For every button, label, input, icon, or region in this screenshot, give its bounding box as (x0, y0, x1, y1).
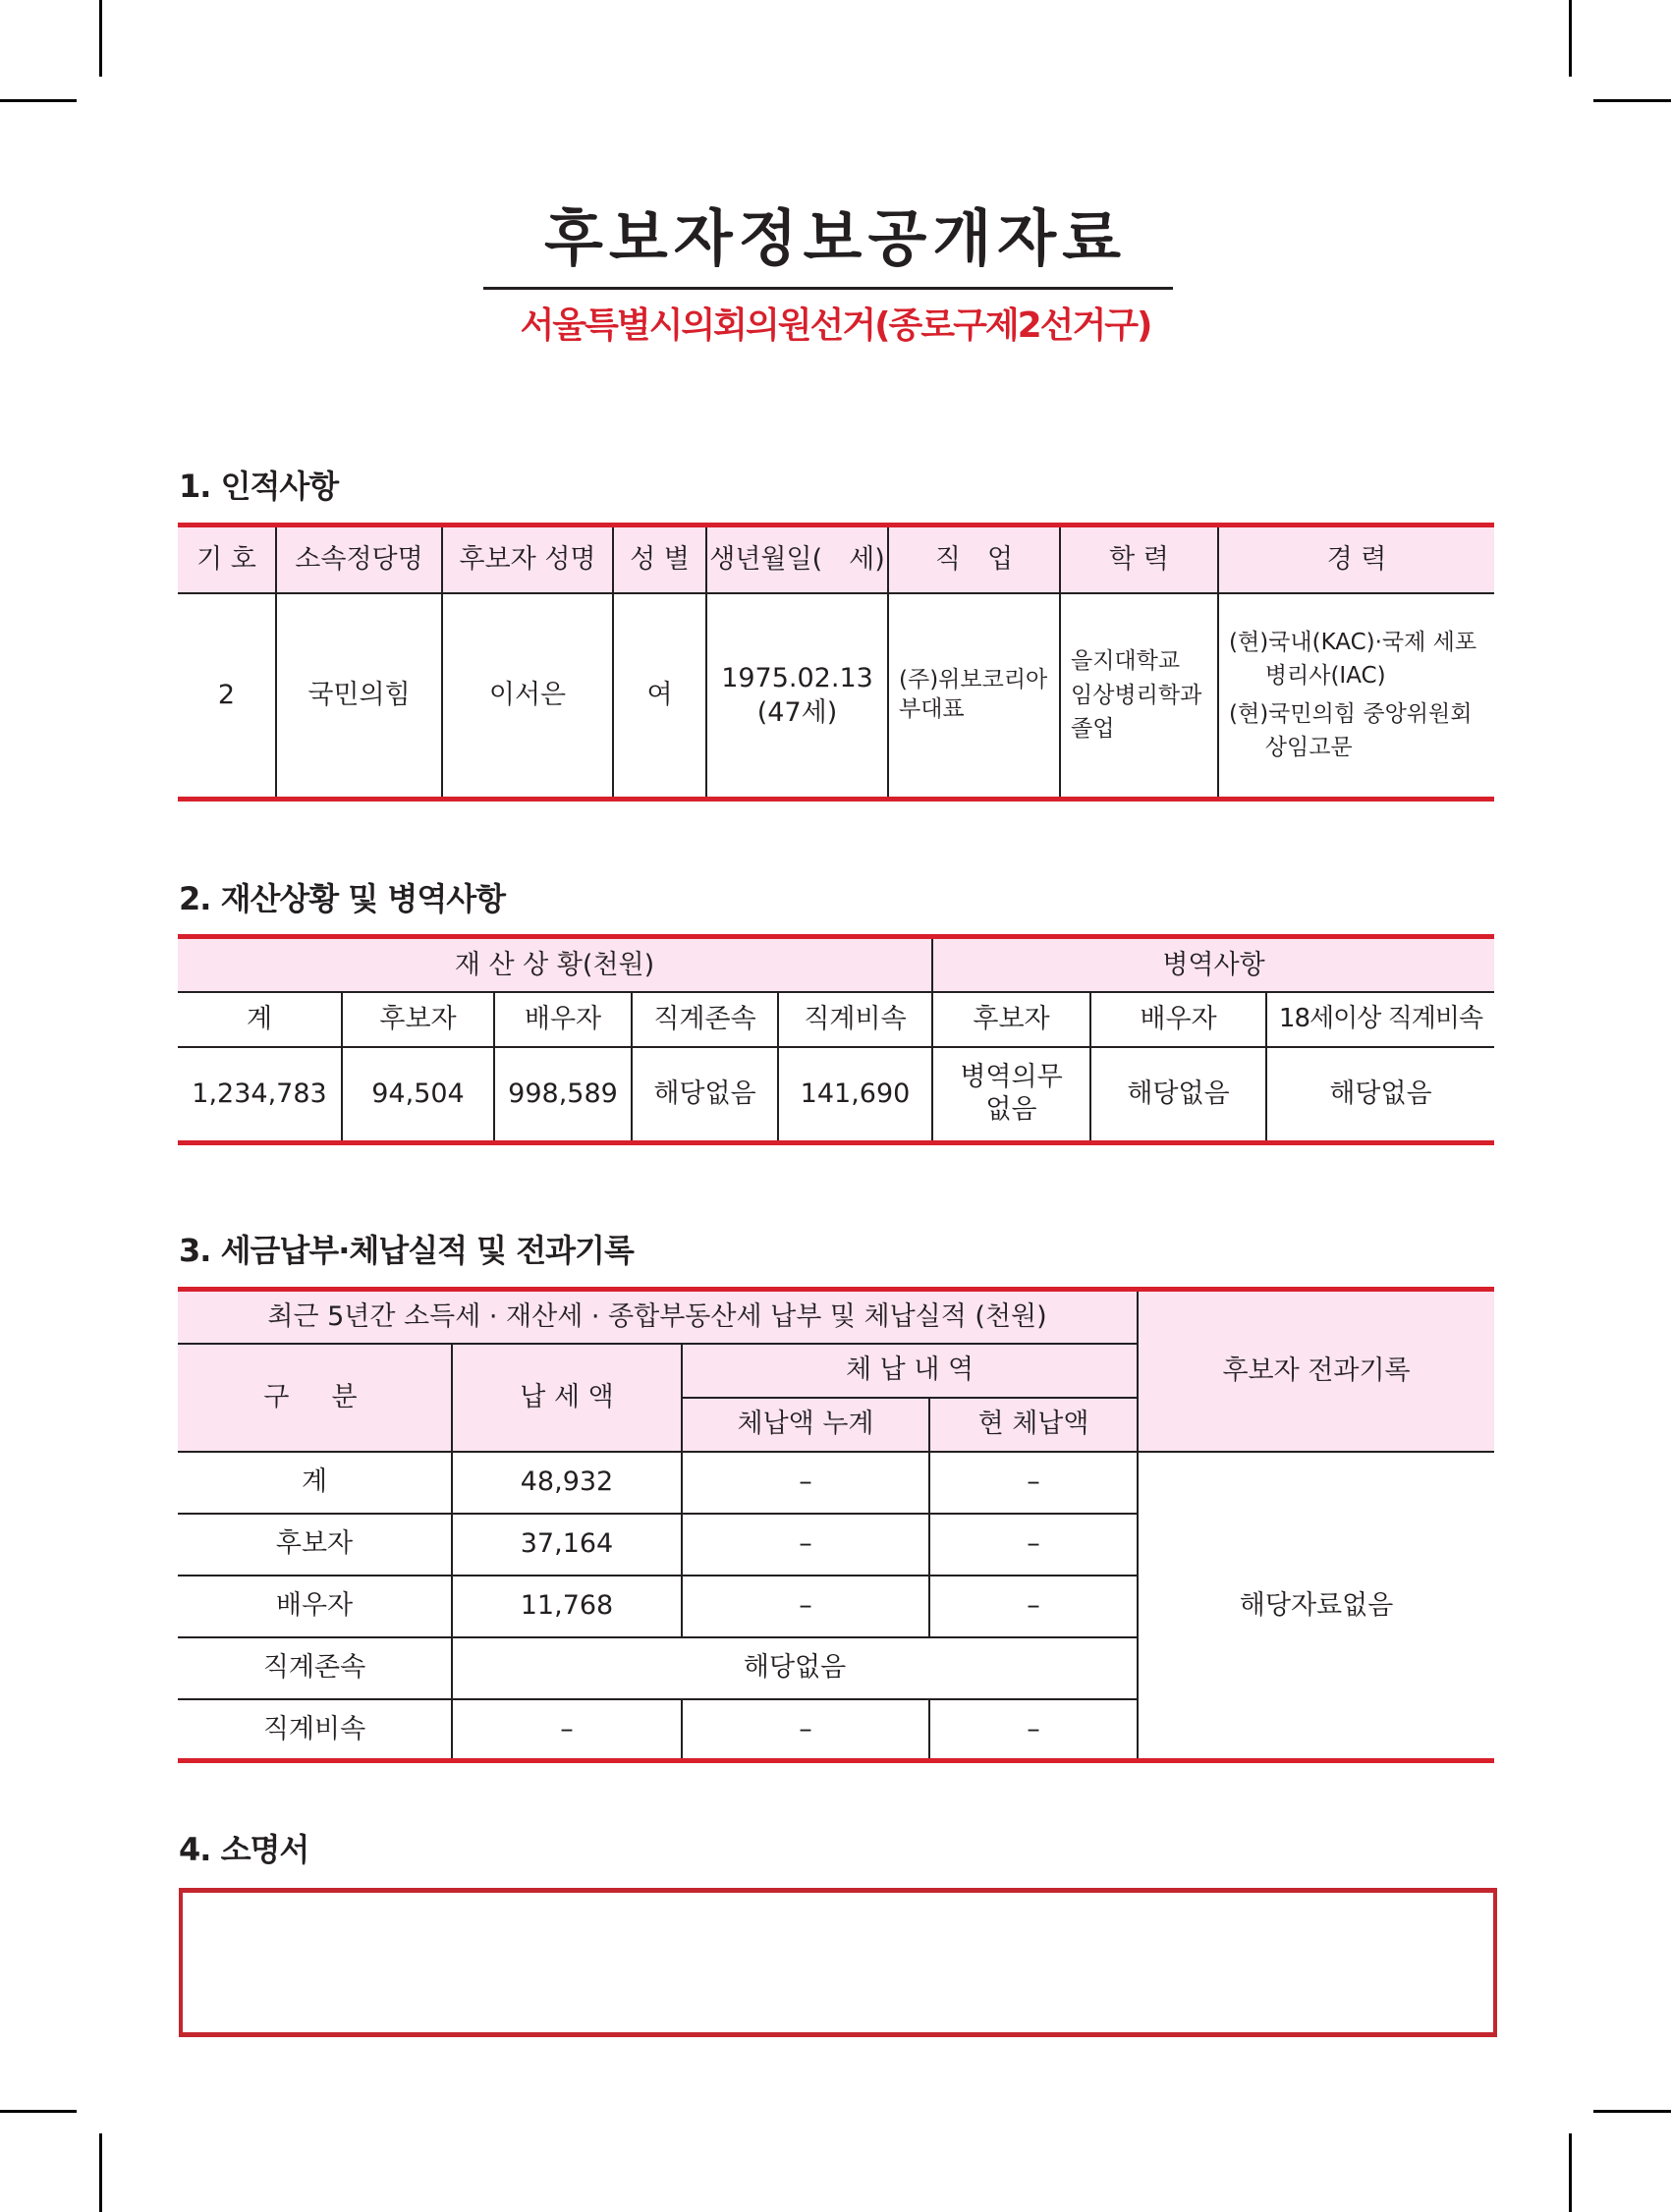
row-label: 배우자 (178, 1576, 452, 1637)
subheader-mil-candidate: 후보자 (932, 992, 1090, 1047)
occupation-line: 부대표 (899, 695, 965, 722)
candidate-party: 국민의힘 (276, 593, 442, 800)
criminal-record: 해당자료없음 (1138, 1452, 1494, 1761)
crop-mark (0, 99, 77, 102)
merged-value: 해당없음 (452, 1637, 1138, 1699)
section1-heading: 1. 인적사항 (179, 468, 339, 505)
tax-criminal-table (178, 1287, 1494, 1763)
education-line: 임상병리학과 (1071, 682, 1202, 708)
occupation-line: (주)위보코리아 (899, 666, 1048, 692)
tax-row (178, 1452, 1494, 1514)
candidate-career (1218, 593, 1494, 800)
arrears-current: – (929, 1452, 1138, 1514)
military-spouse: 해당없음 (1090, 1047, 1266, 1143)
subheader-candidate: 후보자 (342, 992, 494, 1047)
education-line: 졸업 (1071, 716, 1115, 742)
subheader-descendants: 직계비속 (778, 992, 932, 1047)
subheader-mil-spouse: 배우자 (1090, 992, 1266, 1047)
statement-box (179, 1888, 1497, 2037)
arrears-current: – (929, 1699, 1138, 1761)
header-occupation: 직 업 (888, 525, 1060, 593)
row-label: 직계비속 (178, 1699, 452, 1761)
crop-mark (1569, 2133, 1572, 2212)
crop-mark (1593, 99, 1671, 102)
education-line: 을지대학교 (1071, 648, 1181, 674)
section3-heading: 3. 세금납부·체납실적 및 전과기록 (179, 1232, 634, 1269)
career-line: (현)국민의힘 중앙위원회 (1229, 700, 1473, 727)
arrears-current: – (929, 1576, 1138, 1637)
career-line: 병리사(IAC) (1264, 663, 1386, 690)
military-descendants: 해당없음 (1266, 1047, 1494, 1143)
candidate-birth (706, 593, 888, 800)
col-arrears-total: 체납액 누계 (682, 1398, 929, 1452)
crop-mark (0, 2110, 77, 2113)
subheader-spouse: 배우자 (494, 992, 632, 1047)
birth-date: 1975.02.13 (721, 662, 873, 693)
property-candidate: 94,504 (342, 1047, 494, 1143)
row-label: 후보자 (178, 1514, 452, 1576)
header-party: 소속정당명 (276, 525, 442, 593)
age: (47세) (756, 696, 838, 728)
military-line: 병역의무 (960, 1062, 1063, 1093)
subheader-ascendants: 직계존속 (632, 992, 778, 1047)
arrears-total: – (682, 1452, 929, 1514)
tax-paid: 11,768 (452, 1576, 682, 1637)
career-item (1229, 697, 1494, 765)
header-career: 경 력 (1218, 525, 1494, 593)
crop-mark (1593, 2110, 1671, 2113)
header-birth: 생년월일( 세) (706, 525, 888, 593)
arrears-total: – (682, 1514, 929, 1576)
header-gender: 성 별 (613, 525, 706, 593)
col-arrears-current: 현 체납액 (929, 1398, 1138, 1452)
arrears-current: – (929, 1514, 1138, 1576)
candidate-name: 이서은 (442, 593, 613, 800)
col-category: 구 분 (178, 1344, 452, 1452)
military-header: 병역사항 (932, 937, 1494, 992)
header-name: 후보자 성명 (442, 525, 613, 593)
section4-heading: 4. 소명서 (179, 1831, 309, 1868)
career-line: (현)국내(KAC)·국제 세포 (1229, 629, 1477, 655)
title-underline (483, 287, 1173, 290)
career-line: 상임고문 (1264, 735, 1353, 761)
header-education: 학 력 (1060, 525, 1218, 593)
row-label: 직계존속 (178, 1637, 452, 1699)
candidate-number: 2 (178, 593, 276, 800)
tax-paid: – (452, 1699, 682, 1761)
arrears-total: – (682, 1576, 929, 1637)
col-tax-paid: 납 세 액 (452, 1344, 682, 1452)
property-descendants: 141,690 (778, 1047, 932, 1143)
property-military-table (178, 934, 1494, 1145)
col-arrears: 체 납 내 역 (682, 1344, 1138, 1398)
tax-paid: 37,164 (452, 1514, 682, 1576)
candidate-gender: 여 (613, 593, 706, 800)
row-label: 계 (178, 1452, 452, 1514)
property-total: 1,234,783 (178, 1047, 342, 1143)
property-ascendants: 해당없음 (632, 1047, 778, 1143)
page-title: 후보자정보공개자료 (543, 202, 1128, 274)
election-subtitle: 서울특별시의회의원선거(종로구제2선거구) (520, 305, 1151, 346)
property-header: 재 산 상 황(천원) (178, 937, 932, 992)
section2-heading: 2. 재산상황 및 병역사항 (179, 880, 506, 917)
property-spouse: 998,589 (494, 1047, 632, 1143)
tax-paid: 48,932 (452, 1452, 682, 1514)
personal-info-table (178, 523, 1494, 802)
crop-mark (1569, 0, 1572, 77)
candidate-education (1060, 593, 1218, 800)
crop-mark (99, 2133, 102, 2212)
arrears-total: – (682, 1699, 929, 1761)
criminal-header: 후보자 전과기록 (1138, 1290, 1494, 1452)
subheader-mil-descendants: 18세이상 직계비속 (1266, 992, 1494, 1047)
career-item (1229, 626, 1494, 693)
header-number: 기 호 (178, 525, 276, 593)
tax-header: 최근 5년간 소득세 · 재산세 · 종합부동산세 납부 및 체납실적 (천원) (178, 1290, 1138, 1344)
crop-mark (99, 0, 102, 77)
military-candidate (932, 1047, 1090, 1143)
military-line: 없음 (985, 1093, 1037, 1125)
candidate-occupation (888, 593, 1060, 800)
subheader-total: 계 (178, 992, 342, 1047)
